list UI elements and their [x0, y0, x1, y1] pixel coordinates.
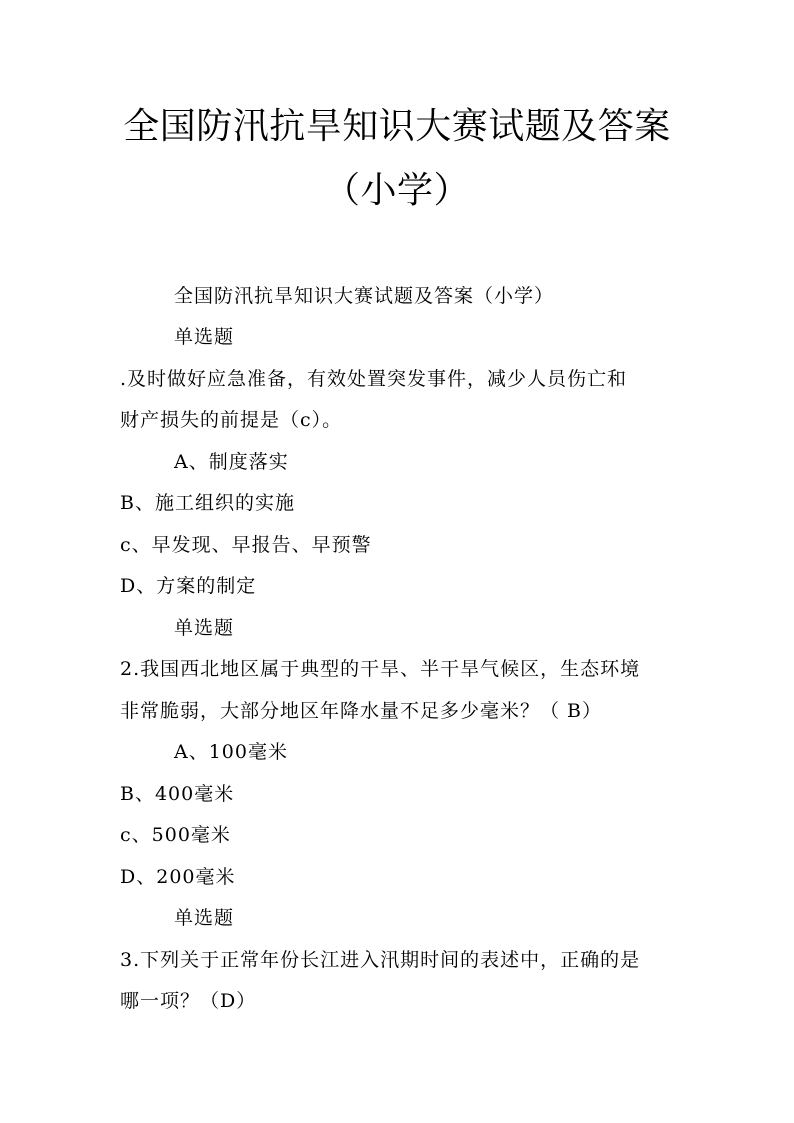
document-subtitle: （小学） — [323, 170, 470, 211]
q1-option-a: A、制度落实 — [174, 451, 289, 473]
question-1-text-cont: 财产损失的前提是（c）。 — [120, 409, 343, 431]
intro-heading: 全国防汛抗旱知识大赛试题及答案（小学） — [174, 285, 555, 307]
q2-option-c: c、500毫米 — [120, 824, 231, 846]
q2-option-d: D、200毫米 — [120, 866, 236, 888]
q1-option-d: D、方案的制定 — [120, 575, 257, 597]
section-label: 单选题 — [174, 326, 235, 348]
q2-option-b: B、400毫米 — [120, 783, 235, 805]
q2-option-a: A、100毫米 — [174, 741, 288, 763]
q1-option-b: B、施工组织的实施 — [120, 492, 295, 514]
section-label: 单选题 — [174, 907, 235, 929]
q1-option-c: c、早发现、早报告、早预警 — [120, 534, 372, 556]
question-3-text: 3.下列关于正常年份长江进入汛期时间的表述中，正确的是 — [120, 949, 641, 971]
question-1-text: .及时做好应急准备，有效处置突发事件，减少人员伤亡和 — [120, 368, 628, 390]
question-2-text-cont: 非常脆弱，大部分地区年降水量不足多少毫米？（ B） — [120, 700, 603, 722]
question-3-text-cont: 哪一项？（D） — [120, 990, 257, 1012]
question-2-text: 2.我国西北地区属于典型的干旱、半干旱气候区，生态环境 — [120, 658, 641, 680]
document-title: 全国防汛抗旱知识大赛试题及答案 — [123, 106, 671, 147]
section-label: 单选题 — [174, 617, 235, 639]
